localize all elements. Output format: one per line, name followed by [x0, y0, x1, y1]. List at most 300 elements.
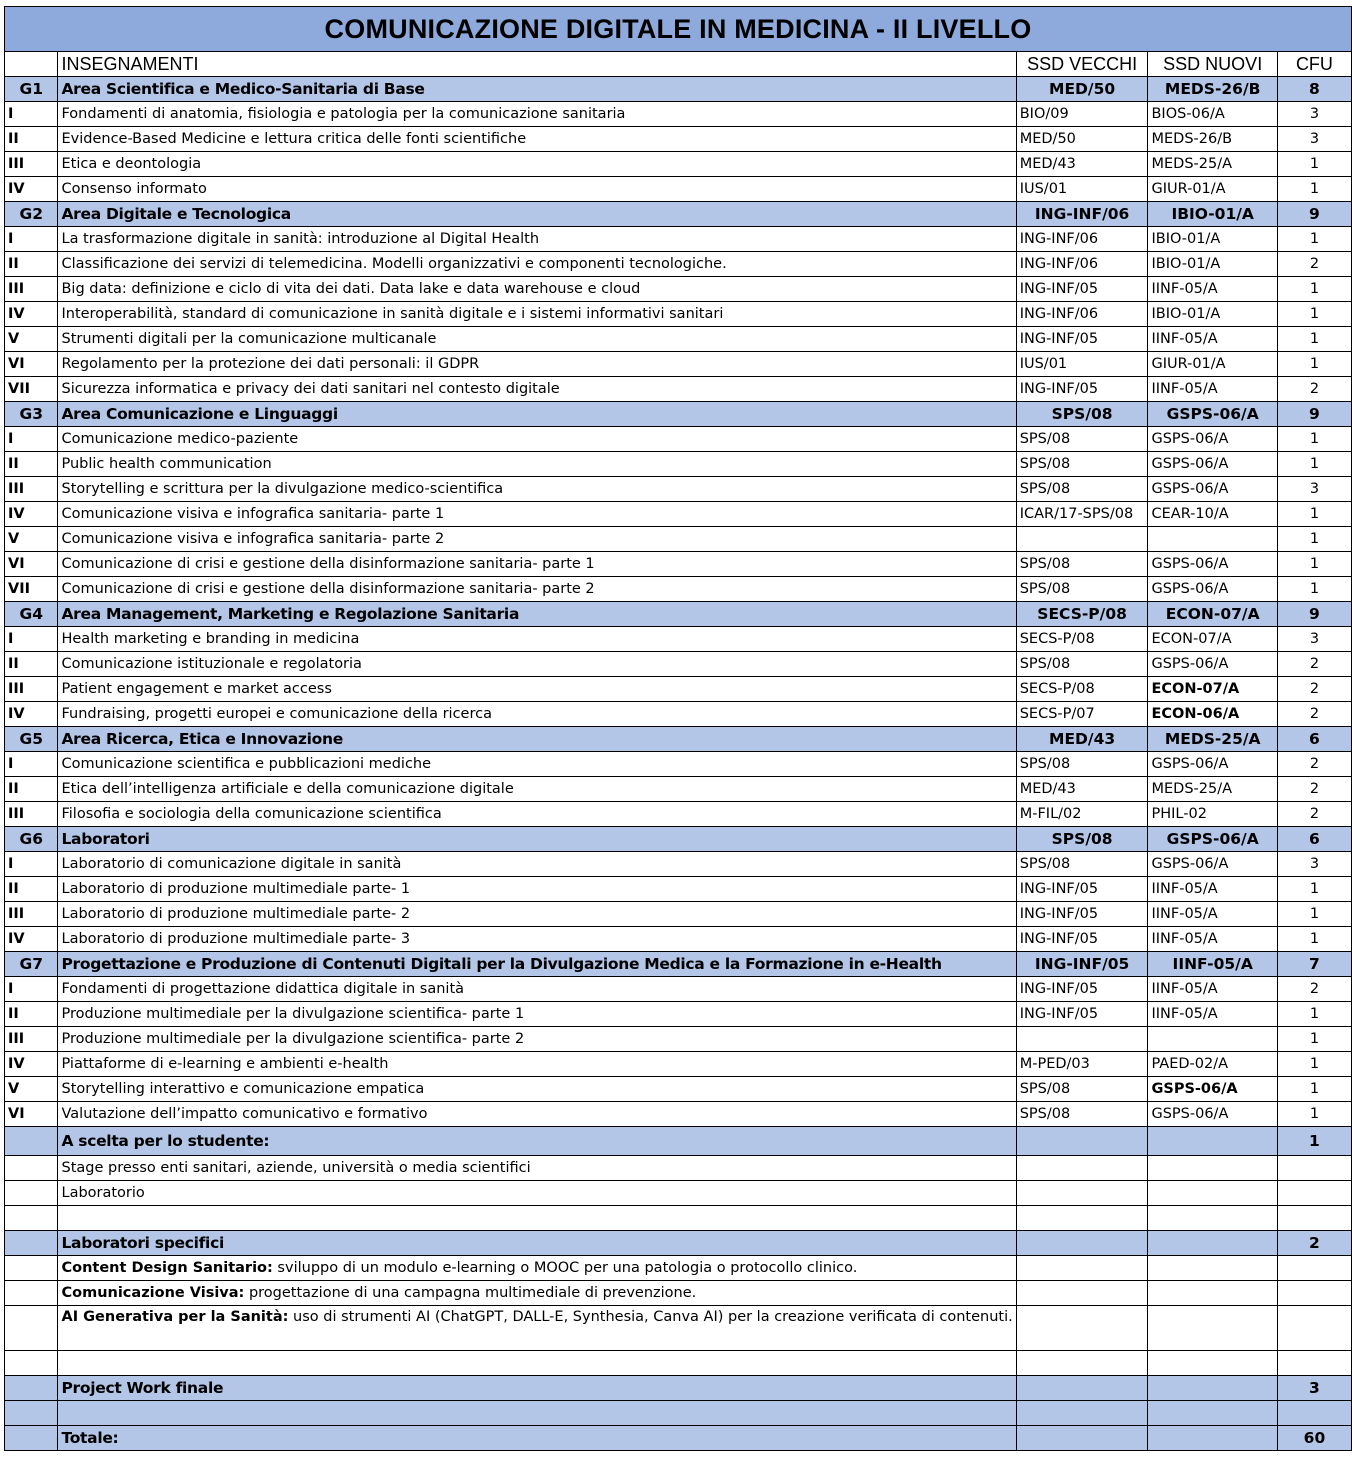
- cfu-value: 1: [1277, 1102, 1351, 1127]
- ssd-old: MED/43: [1016, 777, 1148, 802]
- course-name: Comunicazione visiva e infografica sanitaria- parte 2: [58, 527, 1016, 552]
- ssd-old: SECS-P/08: [1016, 677, 1148, 702]
- course-name: [58, 1206, 1016, 1231]
- course-index: I: [5, 102, 58, 127]
- cfu-value: 7: [1277, 952, 1351, 977]
- header-code: [5, 52, 58, 77]
- group-code: G1: [5, 77, 58, 102]
- course-row: [5, 802, 1352, 827]
- cfu-value: 1: [1277, 552, 1351, 577]
- group-row: [5, 1127, 1352, 1156]
- course-row: [5, 902, 1352, 927]
- course-row: [5, 1052, 1352, 1077]
- course-index: IV: [5, 502, 58, 527]
- course-name: Classificazione dei servizi di telemedicina. Modelli organizzativi e componenti tecnologiche.: [58, 252, 1016, 277]
- cfu-value: [1277, 1281, 1351, 1306]
- group-code: G7: [5, 952, 58, 977]
- cfu-value: 2: [1277, 652, 1351, 677]
- group-name: Totale:: [58, 1426, 1016, 1451]
- course-index: [5, 1181, 58, 1206]
- title-row: [5, 7, 1352, 52]
- ssd-old: SPS/08: [1016, 652, 1148, 677]
- course-row: [5, 1281, 1352, 1306]
- ssd-old: ING-INF/06: [1016, 252, 1148, 277]
- ssd-old: ING-INF/05: [1016, 327, 1148, 352]
- ssd-new-value: GSPS-06/A: [1151, 1081, 1238, 1097]
- course-row: [5, 452, 1352, 477]
- cfu-value: 3: [1277, 127, 1351, 152]
- course-name: Laboratorio di produzione multimediale parte- 2: [58, 902, 1016, 927]
- course-row: [5, 427, 1352, 452]
- course-index: VII: [5, 577, 58, 602]
- course-name: Laboratorio di produzione multimediale parte- 1: [58, 877, 1016, 902]
- cfu-value: [1277, 1206, 1351, 1231]
- ssd-old: SPS/08: [1016, 752, 1148, 777]
- course-row: [5, 1102, 1352, 1127]
- course-name: Valutazione dell’impatto comunicativo e formativo: [58, 1102, 1016, 1127]
- ssd-new: IINF-05/A: [1148, 927, 1277, 952]
- course-index: III: [5, 802, 58, 827]
- course-index: I: [5, 227, 58, 252]
- ssd-new: MEDS-25/A: [1148, 777, 1277, 802]
- ssd-old: SPS/08: [1016, 552, 1148, 577]
- cfu-value: 1: [1277, 277, 1351, 302]
- ssd-new: IBIO-01/A: [1148, 227, 1277, 252]
- cfu-value: 9: [1277, 202, 1351, 227]
- cfu-value: 6: [1277, 827, 1351, 852]
- course-name: Regolamento per la protezione dei dati personali: il GDPR: [58, 352, 1016, 377]
- cfu-value: [1277, 1306, 1351, 1351]
- course-row: [5, 652, 1352, 677]
- course-index: IV: [5, 177, 58, 202]
- course-name: Comunicazione visiva e infografica sanitaria- parte 1: [58, 502, 1016, 527]
- cfu-value: 2: [1277, 977, 1351, 1002]
- group-code: [5, 1401, 58, 1426]
- ssd-new: GSPS-06/A: [1148, 452, 1277, 477]
- course-name: Etica e deontologia: [58, 152, 1016, 177]
- course-index: [5, 1256, 58, 1281]
- cfu-value: 2: [1277, 752, 1351, 777]
- course-row: [5, 477, 1352, 502]
- cfu-value: 1: [1277, 352, 1351, 377]
- course-name: Laboratorio di comunicazione digitale in sanità: [58, 852, 1016, 877]
- course-row: [5, 1351, 1352, 1376]
- course-name: Comunicazione di crisi e gestione della disinformazione sanitaria- parte 1: [58, 552, 1016, 577]
- course-index: V: [5, 527, 58, 552]
- course-name: [58, 1281, 1016, 1306]
- cfu-value: 1: [1277, 152, 1351, 177]
- group-code: G6: [5, 827, 58, 852]
- course-name-text: uso di strumenti AI (ChatGPT, DALL-E, Synthesia, Canva AI) per la creazione verificata di contenuti.: [288, 1309, 1013, 1325]
- ssd-new: [1148, 1156, 1277, 1181]
- ssd-old: ING-INF/06: [1016, 202, 1148, 227]
- ssd-old: [1016, 1156, 1148, 1181]
- ssd-new: [1148, 1027, 1277, 1052]
- ssd-old: SECS-P/07: [1016, 702, 1148, 727]
- cfu-value: 2: [1277, 702, 1351, 727]
- ssd-new: MEDS-26/B: [1148, 127, 1277, 152]
- course-name-lead: AI Generativa per la Sanità:: [61, 1309, 289, 1325]
- ssd-old: ING-INF/05: [1016, 377, 1148, 402]
- group-name: Progettazione e Produzione di Contenuti Digitali per la Divulgazione Medica e la Formazione in e-Health: [58, 952, 1016, 977]
- course-index: III: [5, 277, 58, 302]
- course-index: II: [5, 777, 58, 802]
- course-index: IV: [5, 927, 58, 952]
- course-name: Laboratorio di produzione multimediale parte- 3: [58, 927, 1016, 952]
- ssd-new: IINF-05/A: [1148, 377, 1277, 402]
- ssd-old: SPS/08: [1016, 852, 1148, 877]
- ssd-old: ING-INF/05: [1016, 1002, 1148, 1027]
- cfu-value: 1: [1277, 902, 1351, 927]
- ssd-old: [1016, 1401, 1148, 1426]
- cfu-value: 2: [1277, 777, 1351, 802]
- course-index: I: [5, 977, 58, 1002]
- course-row: [5, 877, 1352, 902]
- course-name: La trasformazione digitale in sanità: introduzione al Digital Health: [58, 227, 1016, 252]
- cfu-value: 3: [1277, 627, 1351, 652]
- curriculum-table: [4, 6, 1352, 1451]
- course-row: [5, 1156, 1352, 1181]
- course-name: Sicurezza informatica e privacy dei dati sanitari nel contesto digitale: [58, 377, 1016, 402]
- course-row: [5, 927, 1352, 952]
- course-index: IV: [5, 302, 58, 327]
- cfu-value: [1277, 1401, 1351, 1426]
- course-index: I: [5, 427, 58, 452]
- ssd-new: [1148, 1231, 1277, 1256]
- cfu-value: 9: [1277, 602, 1351, 627]
- group-code: G5: [5, 727, 58, 752]
- cfu-value: 1: [1277, 1027, 1351, 1052]
- course-index: IV: [5, 1052, 58, 1077]
- ssd-old: SECS-P/08: [1016, 627, 1148, 652]
- cfu-value: [1277, 1156, 1351, 1181]
- group-name: Project Work finale: [58, 1376, 1016, 1401]
- ssd-new: [1148, 702, 1277, 727]
- course-row: [5, 552, 1352, 577]
- header-course: INSEGNAMENTI: [58, 52, 1016, 77]
- cfu-value: 1: [1277, 427, 1351, 452]
- group-code: G4: [5, 602, 58, 627]
- header-ssd-new: SSD NUOVI: [1148, 52, 1277, 77]
- cfu-value: 8: [1277, 77, 1351, 102]
- ssd-old: [1016, 1206, 1148, 1231]
- ssd-old: [1016, 1351, 1148, 1376]
- ssd-old: SPS/08: [1016, 827, 1148, 852]
- course-row: [5, 377, 1352, 402]
- cfu-value: 1: [1277, 577, 1351, 602]
- course-name: Stage presso enti sanitari, aziende, università o media scientifici: [58, 1156, 1016, 1181]
- course-row: [5, 977, 1352, 1002]
- ssd-old: ING-INF/06: [1016, 227, 1148, 252]
- ssd-old: [1016, 1027, 1148, 1052]
- course-name: Consenso informato: [58, 177, 1016, 202]
- ssd-new: IINF-05/A: [1148, 877, 1277, 902]
- course-name: Laboratorio: [58, 1181, 1016, 1206]
- course-row: [5, 752, 1352, 777]
- ssd-old: MED/43: [1016, 727, 1148, 752]
- course-name: Storytelling interattivo e comunicazione empatica: [58, 1077, 1016, 1102]
- group-row: [5, 727, 1352, 752]
- ssd-old: [1016, 1127, 1148, 1156]
- ssd-old: [1016, 1306, 1148, 1351]
- group-name: Area Ricerca, Etica e Innovazione: [58, 727, 1016, 752]
- course-index: II: [5, 452, 58, 477]
- course-index: I: [5, 752, 58, 777]
- group-name: A scelta per lo studente:: [58, 1127, 1016, 1156]
- course-index: III: [5, 677, 58, 702]
- group-name: Area Scientifica e Medico-Sanitaria di Base: [58, 77, 1016, 102]
- ssd-old: [1016, 1376, 1148, 1401]
- ssd-new: GSPS-06/A: [1148, 852, 1277, 877]
- course-row: [5, 152, 1352, 177]
- course-name-text: progettazione di una campagna multimediale di prevenzione.: [244, 1285, 697, 1301]
- group-row: [5, 402, 1352, 427]
- ssd-new: [1148, 1127, 1277, 1156]
- group-code: [5, 1376, 58, 1401]
- ssd-new-value: ECON-06/A: [1151, 706, 1240, 722]
- course-index: I: [5, 627, 58, 652]
- ssd-new: IINF-05/A: [1148, 952, 1277, 977]
- course-name: Filosofia e sociologia della comunicazione scientifica: [58, 802, 1016, 827]
- course-name: Piattaforme di e-learning e ambienti e-health: [58, 1052, 1016, 1077]
- cfu-value: 1: [1277, 177, 1351, 202]
- ssd-new: IBIO-01/A: [1148, 252, 1277, 277]
- course-name: Comunicazione di crisi e gestione della disinformazione sanitaria- parte 2: [58, 577, 1016, 602]
- course-row: [5, 102, 1352, 127]
- ssd-new: IBIO-01/A: [1148, 202, 1277, 227]
- ssd-new: GSPS-06/A: [1148, 752, 1277, 777]
- course-index: III: [5, 152, 58, 177]
- group-code: G3: [5, 402, 58, 427]
- cfu-value: 9: [1277, 402, 1351, 427]
- ssd-new: IINF-05/A: [1148, 902, 1277, 927]
- course-name: Produzione multimediale per la divulgazione scientifica- parte 2: [58, 1027, 1016, 1052]
- ssd-old: ING-INF/05: [1016, 902, 1148, 927]
- course-name: [58, 1256, 1016, 1281]
- ssd-old: [1016, 1426, 1148, 1451]
- ssd-new: GSPS-06/A: [1148, 477, 1277, 502]
- course-row: [5, 327, 1352, 352]
- group-row: [5, 202, 1352, 227]
- cfu-value: 3: [1277, 477, 1351, 502]
- ssd-new: PAED-02/A: [1148, 1052, 1277, 1077]
- cfu-value: 60: [1277, 1426, 1351, 1451]
- course-index: [5, 1281, 58, 1306]
- cfu-value: 2: [1277, 1231, 1351, 1256]
- cfu-value: [1277, 1256, 1351, 1281]
- ssd-old: IUS/01: [1016, 177, 1148, 202]
- cfu-value: 1: [1277, 527, 1351, 552]
- ssd-new: IINF-05/A: [1148, 277, 1277, 302]
- course-row: [5, 1002, 1352, 1027]
- ssd-old: ING-INF/05: [1016, 277, 1148, 302]
- ssd-new: GIUR-01/A: [1148, 177, 1277, 202]
- cfu-value: 1: [1277, 227, 1351, 252]
- ssd-old: BIO/09: [1016, 102, 1148, 127]
- ssd-new: [1148, 677, 1277, 702]
- page-title: COMUNICAZIONE DIGITALE IN MEDICINA - II LIVELLO: [5, 7, 1352, 52]
- cfu-value: 1: [1277, 927, 1351, 952]
- course-name: Comunicazione medico-paziente: [58, 427, 1016, 452]
- course-name: [58, 1351, 1016, 1376]
- ssd-old: M-PED/03: [1016, 1052, 1148, 1077]
- ssd-old: [1016, 1281, 1148, 1306]
- course-row: [5, 1256, 1352, 1281]
- ssd-old: SPS/08: [1016, 577, 1148, 602]
- course-name: Public health communication: [58, 452, 1016, 477]
- ssd-new: [1148, 1351, 1277, 1376]
- ssd-new: MEDS-26/B: [1148, 77, 1277, 102]
- course-index: II: [5, 127, 58, 152]
- ssd-new-value: ECON-07/A: [1151, 681, 1240, 697]
- cfu-value: 1: [1277, 1052, 1351, 1077]
- cfu-value: 3: [1277, 852, 1351, 877]
- ssd-old: MED/50: [1016, 127, 1148, 152]
- cfu-value: 1: [1277, 877, 1351, 902]
- course-row: [5, 352, 1352, 377]
- cfu-value: [1277, 1351, 1351, 1376]
- ssd-new: [1148, 1206, 1277, 1231]
- course-index: III: [5, 902, 58, 927]
- ssd-new: [1148, 1181, 1277, 1206]
- course-index: III: [5, 477, 58, 502]
- header-ssd-old: SSD VECCHI: [1016, 52, 1148, 77]
- course-name: Fondamenti di progettazione didattica digitale in sanità: [58, 977, 1016, 1002]
- ssd-old: SPS/08: [1016, 402, 1148, 427]
- group-row: [5, 827, 1352, 852]
- course-row: [5, 1181, 1352, 1206]
- cfu-value: 1: [1277, 1077, 1351, 1102]
- ssd-old: ING-INF/05: [1016, 927, 1148, 952]
- course-name-lead: Content Design Sanitario:: [61, 1260, 273, 1276]
- cfu-value: 6: [1277, 727, 1351, 752]
- course-row: [5, 852, 1352, 877]
- group-name: Laboratori specifici: [58, 1231, 1016, 1256]
- course-index: III: [5, 1027, 58, 1052]
- course-name: Fondamenti di anatomia, fisiologia e patologia per la comunicazione sanitaria: [58, 102, 1016, 127]
- ssd-new: IBIO-01/A: [1148, 302, 1277, 327]
- cfu-value: 2: [1277, 802, 1351, 827]
- course-index: [5, 1306, 58, 1351]
- course-name: [58, 1306, 1016, 1351]
- course-index: II: [5, 252, 58, 277]
- course-name: Health marketing e branding in medicina: [58, 627, 1016, 652]
- ssd-old: M-FIL/02: [1016, 802, 1148, 827]
- ssd-new: GSPS-06/A: [1148, 827, 1277, 852]
- ssd-new: IINF-05/A: [1148, 1002, 1277, 1027]
- course-index: [5, 1351, 58, 1376]
- ssd-new: GSPS-06/A: [1148, 402, 1277, 427]
- course-name: Etica dell’intelligenza artificiale e della comunicazione digitale: [58, 777, 1016, 802]
- course-name: Strumenti digitali per la comunicazione multicanale: [58, 327, 1016, 352]
- course-row: [5, 1306, 1352, 1351]
- ssd-new: ECON-07/A: [1148, 602, 1277, 627]
- ssd-new: [1148, 1426, 1277, 1451]
- course-row: [5, 277, 1352, 302]
- course-index: VII: [5, 377, 58, 402]
- group-row: [5, 1401, 1352, 1426]
- ssd-new: GIUR-01/A: [1148, 352, 1277, 377]
- group-row: [5, 1376, 1352, 1401]
- ssd-old: MED/50: [1016, 77, 1148, 102]
- course-name: Produzione multimediale per la divulgazione scientifica- parte 1: [58, 1002, 1016, 1027]
- ssd-new: GSPS-06/A: [1148, 427, 1277, 452]
- course-index: II: [5, 1002, 58, 1027]
- ssd-new: [1148, 1281, 1277, 1306]
- course-name: Patient engagement e market access: [58, 677, 1016, 702]
- course-row: [5, 627, 1352, 652]
- ssd-old: SECS-P/08: [1016, 602, 1148, 627]
- course-name: Evidence-Based Medicine e lettura critica delle fonti scientifiche: [58, 127, 1016, 152]
- course-index: IV: [5, 702, 58, 727]
- course-row: [5, 527, 1352, 552]
- cfu-value: 1: [1277, 1127, 1351, 1156]
- course-row: [5, 1206, 1352, 1231]
- ssd-new: [1148, 1401, 1277, 1426]
- course-name: Fundraising, progetti europei e comunicazione della ricerca: [58, 702, 1016, 727]
- ssd-old: SPS/08: [1016, 427, 1148, 452]
- course-index: I: [5, 852, 58, 877]
- course-row: [5, 227, 1352, 252]
- ssd-new: IINF-05/A: [1148, 327, 1277, 352]
- group-name: Area Management, Marketing e Regolazione Sanitaria: [58, 602, 1016, 627]
- ssd-new: IINF-05/A: [1148, 977, 1277, 1002]
- course-name: Interoperabilità, standard di comunicazione in sanità digitale e i sistemi informativi sanitari: [58, 302, 1016, 327]
- ssd-old: SPS/08: [1016, 477, 1148, 502]
- cfu-value: 3: [1277, 1376, 1351, 1401]
- course-name: Big data: definizione e ciclo di vita dei dati. Data lake e data warehouse e cloud: [58, 277, 1016, 302]
- ssd-old: ING-INF/05: [1016, 977, 1148, 1002]
- group-row: [5, 1231, 1352, 1256]
- group-code: G2: [5, 202, 58, 227]
- ssd-new: PHIL-02: [1148, 802, 1277, 827]
- cfu-value: 1: [1277, 327, 1351, 352]
- group-code: [5, 1426, 58, 1451]
- ssd-old: [1016, 527, 1148, 552]
- course-name: Storytelling e scrittura per la divulgazione medico-scientifica: [58, 477, 1016, 502]
- course-index: [5, 1206, 58, 1231]
- course-name: Comunicazione istituzionale e regolatoria: [58, 652, 1016, 677]
- ssd-old: ICAR/17-SPS/08: [1016, 502, 1148, 527]
- course-index: V: [5, 327, 58, 352]
- ssd-new: [1148, 1077, 1277, 1102]
- group-code: [5, 1127, 58, 1156]
- group-name: [58, 1401, 1016, 1426]
- ssd-new: [1148, 527, 1277, 552]
- course-name: Comunicazione scientifica e pubblicazioni mediche: [58, 752, 1016, 777]
- course-row: [5, 177, 1352, 202]
- course-row: [5, 127, 1352, 152]
- course-row: [5, 677, 1352, 702]
- ssd-old: [1016, 1181, 1148, 1206]
- ssd-new: GSPS-06/A: [1148, 577, 1277, 602]
- group-row: [5, 952, 1352, 977]
- ssd-old: SPS/08: [1016, 1102, 1148, 1127]
- group-name: Area Digitale e Tecnologica: [58, 202, 1016, 227]
- ssd-old: MED/43: [1016, 152, 1148, 177]
- ssd-new: CEAR-10/A: [1148, 502, 1277, 527]
- course-index: II: [5, 877, 58, 902]
- group-code: [5, 1231, 58, 1256]
- cfu-value: [1277, 1181, 1351, 1206]
- course-index: [5, 1156, 58, 1181]
- cfu-value: 3: [1277, 102, 1351, 127]
- ssd-new: [1148, 1256, 1277, 1281]
- ssd-old: ING-INF/05: [1016, 877, 1148, 902]
- header-cfu: CFU: [1277, 52, 1351, 77]
- cfu-value: 1: [1277, 1002, 1351, 1027]
- ssd-new: GSPS-06/A: [1148, 652, 1277, 677]
